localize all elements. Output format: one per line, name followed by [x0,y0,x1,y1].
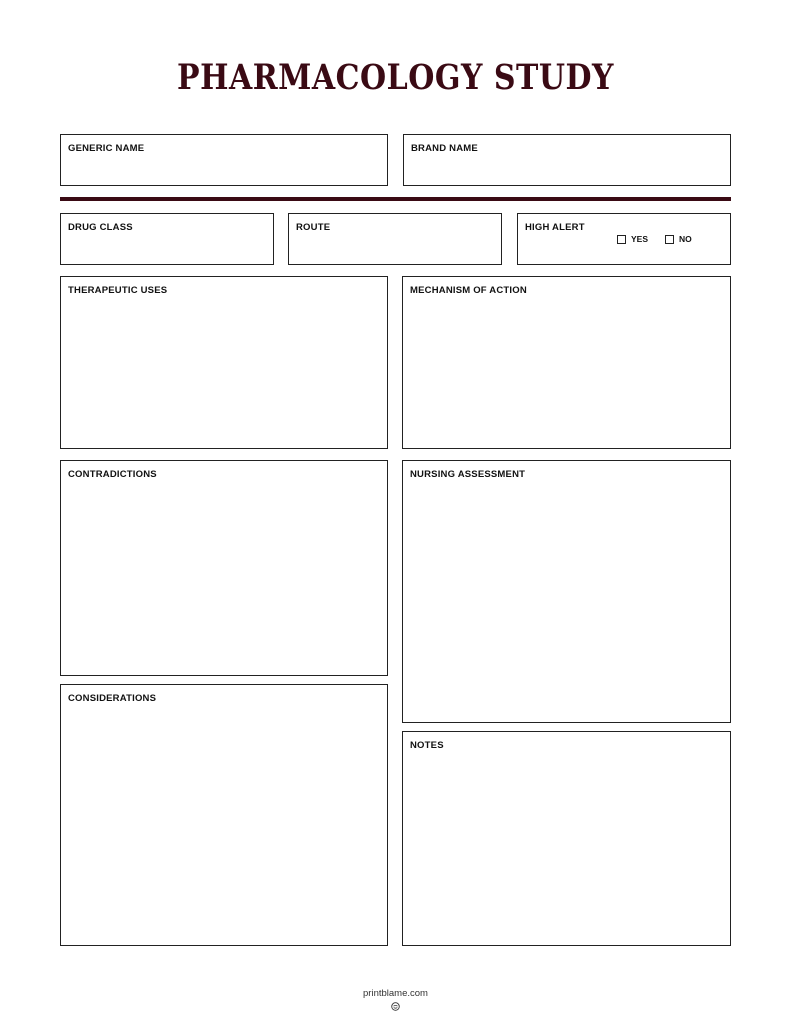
section-divider [60,197,731,201]
route-field[interactable] [288,213,502,265]
footer-site-link[interactable]: printblame.com [363,988,428,999]
considerations-field[interactable] [60,684,388,946]
high-alert-label: HIGH ALERT [525,222,585,233]
smile-logo-icon [391,1002,400,1011]
nursing-assessment-label: NURSING ASSESSMENT [410,469,526,480]
considerations-label: CONSIDERATIONS [68,693,157,704]
brand-name-label: BRAND NAME [411,143,478,154]
high-alert-no-checkbox[interactable] [665,235,674,244]
page-title: PHARMACOLOGY STUDY [177,58,614,99]
mechanism-of-action-field[interactable] [402,276,731,449]
high-alert-yes-label: YES [631,234,649,244]
high-alert-no-label: NO [679,234,692,244]
generic-name-field[interactable] [60,134,388,186]
contradictions-field[interactable] [60,460,388,676]
therapeutic-uses-field[interactable] [60,276,388,449]
high-alert-yes-checkbox[interactable] [617,235,626,244]
therapeutic-uses-label: THERAPEUTIC USES [68,285,168,296]
notes-label: NOTES [410,740,444,751]
high-alert-yes-option[interactable] [617,234,648,244]
drug-class-field[interactable] [60,213,274,265]
nursing-assessment-field[interactable] [402,460,731,723]
brand-name-field[interactable] [403,134,731,186]
drug-class-label: DRUG CLASS [68,222,133,233]
mechanism-of-action-label: MECHANISM OF ACTION [410,285,527,296]
route-label: ROUTE [296,222,331,233]
generic-name-label: GENERIC NAME [68,143,145,154]
high-alert-field [517,213,731,265]
high-alert-no-option[interactable] [665,234,692,244]
notes-field[interactable] [402,731,731,946]
contradictions-label: CONTRADICTIONS [68,469,157,480]
